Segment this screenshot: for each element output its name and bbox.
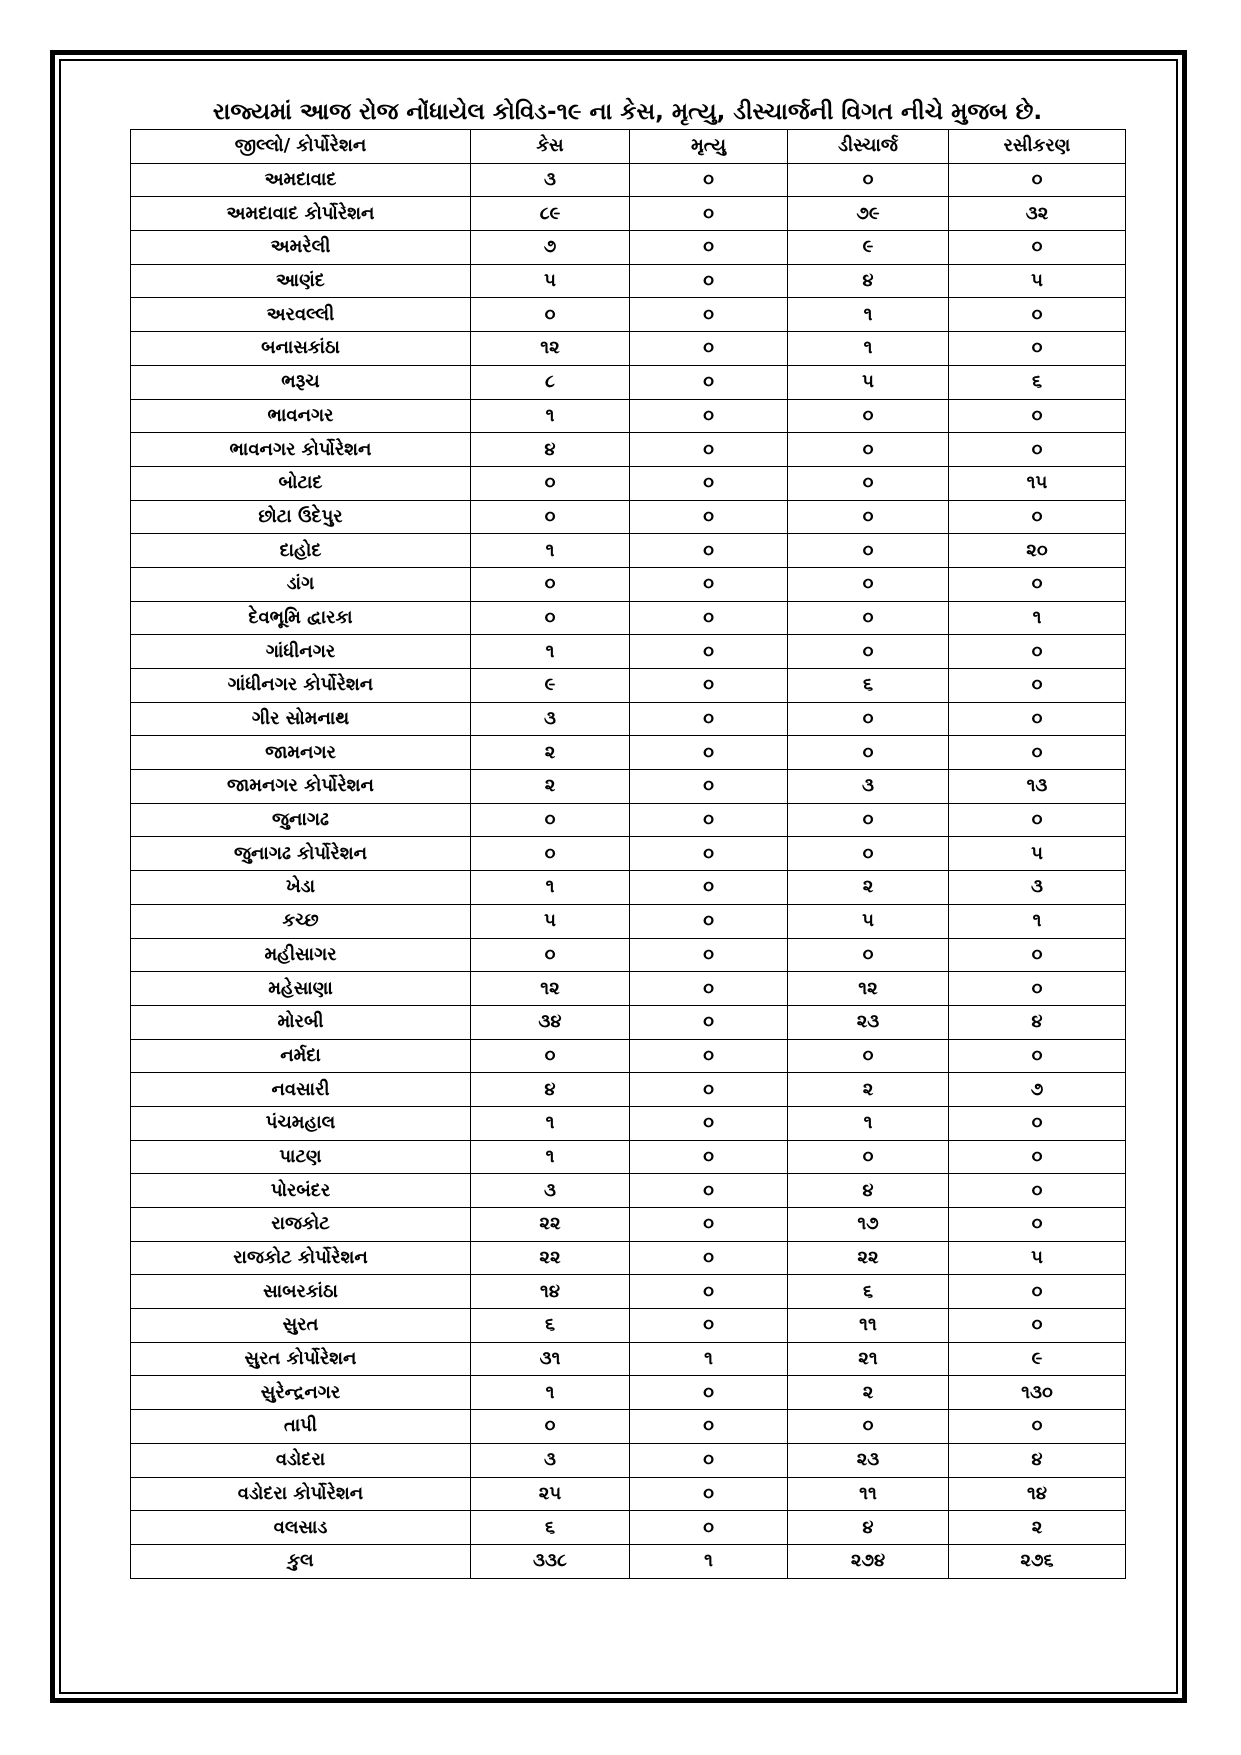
- cell-district: વડોદરા: [131, 1443, 471, 1477]
- cell-discharge: ૧૧: [788, 1477, 949, 1511]
- cell-district: જુનાગઢ કોર્પોરેશન: [131, 837, 471, 871]
- cell-cases: ૦: [471, 500, 630, 534]
- cell-vaccination: ૦: [949, 1309, 1126, 1343]
- cell-vaccination: ૦: [949, 972, 1126, 1006]
- cell-deaths: ૦: [630, 534, 788, 568]
- cell-vaccination: ૧: [949, 601, 1126, 635]
- cell-district: દેવભૂમિ દ્વારકા: [131, 601, 471, 635]
- cell-vaccination: ૫: [949, 264, 1126, 298]
- cell-district: અમરેલી: [131, 231, 471, 265]
- cell-vaccination: ૦: [949, 231, 1126, 265]
- cell-vaccination: ૦: [949, 332, 1126, 366]
- table-row: [131, 736, 1126, 770]
- cell-deaths: ૦: [630, 197, 788, 231]
- cell-district: ગાંધીનગર કોર્પોરેશન: [131, 669, 471, 703]
- cell-vaccination: ૧૩: [949, 770, 1126, 804]
- table-row: [131, 567, 1126, 601]
- cell-discharge: ૦: [788, 702, 949, 736]
- cell-deaths: ૦: [630, 466, 788, 500]
- cell-cases: ૩૧: [471, 1342, 630, 1376]
- cell-discharge: ૦: [788, 938, 949, 972]
- cell-vaccination: ૦: [949, 1275, 1126, 1309]
- cell-vaccination: ૪: [949, 1443, 1126, 1477]
- cell-discharge: ૪: [788, 1511, 949, 1545]
- header-vaccination: રસીકરણ: [949, 130, 1126, 164]
- cell-vaccination: ૫: [949, 837, 1126, 871]
- total-cell-deaths: ૧: [630, 1544, 788, 1578]
- cell-cases: ૦: [471, 466, 630, 500]
- table-row: [131, 1106, 1126, 1140]
- table-row: [131, 264, 1126, 298]
- table-row: [131, 298, 1126, 332]
- cell-discharge: ૦: [788, 1039, 949, 1073]
- cell-vaccination: ૦: [949, 1039, 1126, 1073]
- cell-district: બનાસકાંઠા: [131, 332, 471, 366]
- cell-deaths: ૦: [630, 702, 788, 736]
- cell-district: મહેસાણા: [131, 972, 471, 1006]
- cell-vaccination: ૧૪: [949, 1477, 1126, 1511]
- cell-discharge: ૨: [788, 1073, 949, 1107]
- cell-deaths: ૦: [630, 567, 788, 601]
- cell-discharge: ૭૯: [788, 197, 949, 231]
- table-row: [131, 1342, 1126, 1376]
- cell-cases: ૦: [471, 837, 630, 871]
- table-row: [131, 770, 1126, 804]
- table-header-row: [131, 130, 1126, 164]
- cell-vaccination: ૦: [949, 567, 1126, 601]
- cell-district: પોરબંદર: [131, 1174, 471, 1208]
- table-row: [131, 466, 1126, 500]
- table-row: [131, 365, 1126, 399]
- cell-deaths: ૦: [630, 904, 788, 938]
- cell-vaccination: ૦: [949, 635, 1126, 669]
- table-row: [131, 332, 1126, 366]
- table-row: [131, 433, 1126, 467]
- cell-deaths: ૦: [630, 298, 788, 332]
- cell-discharge: ૦: [788, 1410, 949, 1444]
- total-cell-vaccination: ૨૭૬: [949, 1544, 1126, 1578]
- cell-vaccination: ૯: [949, 1342, 1126, 1376]
- cell-vaccination: ૧૩૦: [949, 1376, 1126, 1410]
- table-row: [131, 1275, 1126, 1309]
- cell-cases: ૧: [471, 1376, 630, 1410]
- cell-vaccination: ૭: [949, 1073, 1126, 1107]
- cell-deaths: ૦: [630, 1443, 788, 1477]
- table-row: [131, 1410, 1126, 1444]
- cell-discharge: ૪: [788, 264, 949, 298]
- header-district: જીલ્લો/ કોર્પોરેશન: [131, 130, 471, 164]
- cell-discharge: ૧૭: [788, 1208, 949, 1242]
- cell-deaths: ૦: [630, 231, 788, 265]
- cell-cases: ૩: [471, 1443, 630, 1477]
- cell-discharge: ૨૧: [788, 1342, 949, 1376]
- cell-discharge: ૧: [788, 332, 949, 366]
- cell-deaths: ૦: [630, 1106, 788, 1140]
- cell-discharge: ૨૩: [788, 1005, 949, 1039]
- cell-cases: ૧૨: [471, 332, 630, 366]
- cell-deaths: ૦: [630, 1477, 788, 1511]
- cell-vaccination: ૪: [949, 1005, 1126, 1039]
- cell-vaccination: ૦: [949, 163, 1126, 197]
- cell-cases: ૨૫: [471, 1477, 630, 1511]
- cell-cases: ૩: [471, 163, 630, 197]
- header-cases: કેસ: [471, 130, 630, 164]
- cell-vaccination: ૬: [949, 365, 1126, 399]
- cell-discharge: ૧: [788, 1106, 949, 1140]
- cell-district: ડાંગ: [131, 567, 471, 601]
- cell-discharge: ૦: [788, 736, 949, 770]
- cell-cases: ૭: [471, 231, 630, 265]
- cell-district: પંચમહાલ: [131, 1106, 471, 1140]
- cell-deaths: ૦: [630, 500, 788, 534]
- cell-discharge: ૧૧: [788, 1309, 949, 1343]
- cell-cases: ૮: [471, 365, 630, 399]
- cell-deaths: ૦: [630, 163, 788, 197]
- cell-discharge: ૦: [788, 466, 949, 500]
- cell-vaccination: ૦: [949, 298, 1126, 332]
- cell-district: દાહોદ: [131, 534, 471, 568]
- table-row: [131, 197, 1126, 231]
- cell-discharge: ૦: [788, 534, 949, 568]
- cell-cases: ૦: [471, 601, 630, 635]
- total-cell-discharge: ૨૭૪: [788, 1544, 949, 1578]
- cell-vaccination: ૦: [949, 399, 1126, 433]
- table-row: [131, 163, 1126, 197]
- cell-deaths: ૦: [630, 871, 788, 905]
- table-row: [131, 938, 1126, 972]
- cell-cases: ૦: [471, 938, 630, 972]
- cell-district: રાજકોટ: [131, 1208, 471, 1242]
- cell-deaths: ૦: [630, 1511, 788, 1545]
- cell-discharge: ૦: [788, 433, 949, 467]
- cell-discharge: ૧: [788, 298, 949, 332]
- cell-cases: ૦: [471, 1410, 630, 1444]
- cell-vaccination: ૧: [949, 904, 1126, 938]
- table-row: [131, 1443, 1126, 1477]
- cell-cases: ૨: [471, 736, 630, 770]
- cell-deaths: ૦: [630, 332, 788, 366]
- cell-discharge: ૫: [788, 365, 949, 399]
- table-row: [131, 1005, 1126, 1039]
- cell-deaths: ૦: [630, 770, 788, 804]
- table-row: [131, 1174, 1126, 1208]
- cell-vaccination: ૦: [949, 1410, 1126, 1444]
- cell-cases: ૩૪: [471, 1005, 630, 1039]
- table-row: [131, 534, 1126, 568]
- cell-discharge: ૦: [788, 163, 949, 197]
- cell-district: ભાવનગર: [131, 399, 471, 433]
- cell-vaccination: ૩૨: [949, 197, 1126, 231]
- cell-deaths: ૦: [630, 365, 788, 399]
- cell-deaths: ૧: [630, 1342, 788, 1376]
- cell-vaccination: ૦: [949, 702, 1126, 736]
- cell-district: જામનગર કોર્પોરેશન: [131, 770, 471, 804]
- cell-district: વલસાડ: [131, 1511, 471, 1545]
- cell-district: બોટાદ: [131, 466, 471, 500]
- table-row: [131, 1039, 1126, 1073]
- table-row: [131, 231, 1126, 265]
- cell-cases: ૬: [471, 1511, 630, 1545]
- cell-discharge: ૨: [788, 1376, 949, 1410]
- cell-vaccination: ૦: [949, 1140, 1126, 1174]
- table-row: [131, 1376, 1126, 1410]
- cell-district: નર્મદા: [131, 1039, 471, 1073]
- cell-cases: ૩: [471, 702, 630, 736]
- cell-deaths: ૦: [630, 433, 788, 467]
- cell-deaths: ૦: [630, 635, 788, 669]
- cell-deaths: ૦: [630, 399, 788, 433]
- cell-district: અરવલ્લી: [131, 298, 471, 332]
- cell-discharge: ૪: [788, 1174, 949, 1208]
- cell-discharge: ૦: [788, 567, 949, 601]
- cell-vaccination: ૧૫: [949, 466, 1126, 500]
- cell-cases: ૧: [471, 1106, 630, 1140]
- cell-vaccination: ૨૦: [949, 534, 1126, 568]
- cell-deaths: ૦: [630, 837, 788, 871]
- cell-cases: ૧: [471, 635, 630, 669]
- cell-district: ભાવનગર કોર્પોરેશન: [131, 433, 471, 467]
- cell-deaths: ૦: [630, 1140, 788, 1174]
- table-row: [131, 1477, 1126, 1511]
- table-row: [131, 871, 1126, 905]
- cell-discharge: ૦: [788, 500, 949, 534]
- cell-cases: ૫: [471, 904, 630, 938]
- cell-discharge: ૦: [788, 601, 949, 635]
- cell-vaccination: ૦: [949, 736, 1126, 770]
- cell-vaccination: ૦: [949, 1174, 1126, 1208]
- covid-district-table: [130, 129, 1126, 1579]
- cell-cases: ૦: [471, 298, 630, 332]
- cell-deaths: ૦: [630, 1275, 788, 1309]
- cell-vaccination: ૦: [949, 1106, 1126, 1140]
- cell-discharge: ૧૨: [788, 972, 949, 1006]
- cell-discharge: ૦: [788, 635, 949, 669]
- cell-cases: ૪: [471, 433, 630, 467]
- cell-deaths: ૦: [630, 1174, 788, 1208]
- cell-cases: ૨: [471, 770, 630, 804]
- table-row: [131, 1208, 1126, 1242]
- cell-cases: ૧: [471, 534, 630, 568]
- cell-discharge: ૫: [788, 904, 949, 938]
- cell-discharge: ૨૩: [788, 1443, 949, 1477]
- table-row: [131, 635, 1126, 669]
- cell-discharge: ૯: [788, 231, 949, 265]
- cell-district: ગાંધીનગર: [131, 635, 471, 669]
- cell-deaths: ૦: [630, 938, 788, 972]
- cell-deaths: ૦: [630, 1410, 788, 1444]
- cell-vaccination: ૦: [949, 433, 1126, 467]
- cell-district: સુરત: [131, 1309, 471, 1343]
- cell-discharge: ૨: [788, 871, 949, 905]
- cell-district: સુરેન્દ્રનગર: [131, 1376, 471, 1410]
- cell-deaths: ૦: [630, 669, 788, 703]
- table-row: [131, 500, 1126, 534]
- cell-deaths: ૦: [630, 1309, 788, 1343]
- cell-district: છોટા ઉદેપુર: [131, 500, 471, 534]
- cell-district: આણંદ: [131, 264, 471, 298]
- cell-discharge: ૬: [788, 1275, 949, 1309]
- total-cell-cases: ૩૩૮: [471, 1544, 630, 1578]
- cell-cases: ૫: [471, 264, 630, 298]
- table-total-row: [131, 1544, 1126, 1578]
- table-row: [131, 837, 1126, 871]
- table-row: [131, 1140, 1126, 1174]
- cell-deaths: ૦: [630, 1376, 788, 1410]
- header-deaths: મૃત્યુ: [630, 130, 788, 164]
- cell-district: સાબરકાંઠા: [131, 1275, 471, 1309]
- cell-cases: ૧૪: [471, 1275, 630, 1309]
- cell-vaccination: ૦: [949, 803, 1126, 837]
- cell-deaths: ૦: [630, 1208, 788, 1242]
- cell-vaccination: ૫: [949, 1241, 1126, 1275]
- cell-vaccination: ૨: [949, 1511, 1126, 1545]
- cell-deaths: ૦: [630, 1241, 788, 1275]
- table-row: [131, 904, 1126, 938]
- cell-cases: ૩: [471, 1174, 630, 1208]
- cell-district: અમદાવાદ કોર્પોરેશન: [131, 197, 471, 231]
- total-cell-district: કુલ: [131, 1544, 471, 1578]
- cell-deaths: ૦: [630, 803, 788, 837]
- table-row: [131, 1511, 1126, 1545]
- cell-district: સુરત કોર્પોરેશન: [131, 1342, 471, 1376]
- table-row: [131, 972, 1126, 1006]
- cell-district: વડોદરા કોર્પોરેશન: [131, 1477, 471, 1511]
- cell-deaths: ૦: [630, 972, 788, 1006]
- cell-district: ખેડા: [131, 871, 471, 905]
- cell-district: મહીસાગર: [131, 938, 471, 972]
- cell-district: જામનગર: [131, 736, 471, 770]
- cell-district: તાપી: [131, 1410, 471, 1444]
- cell-cases: ૧: [471, 1140, 630, 1174]
- cell-district: કચ્છ: [131, 904, 471, 938]
- cell-cases: ૦: [471, 1039, 630, 1073]
- cell-cases: ૧: [471, 399, 630, 433]
- cell-district: નવસારી: [131, 1073, 471, 1107]
- cell-deaths: ૦: [630, 1039, 788, 1073]
- cell-district: ગીર સોમનાથ: [131, 702, 471, 736]
- cell-cases: ૧૨: [471, 972, 630, 1006]
- header-discharge: ડીસ્ચાર્જ: [788, 130, 949, 164]
- cell-cases: ૯: [471, 669, 630, 703]
- report-title: રાજ્યમાં આજ રોજ નોંધાયેલ કોવિડ-૧૯ ના કેસ, મૃત્યુ, ડીસ્ચાર્જની વિગત નીચે મુજબ છે.: [212, 99, 1043, 125]
- cell-cases: ૮૯: [471, 197, 630, 231]
- cell-discharge: ૦: [788, 399, 949, 433]
- cell-discharge: ૦: [788, 837, 949, 871]
- cell-deaths: ૦: [630, 601, 788, 635]
- cell-deaths: ૦: [630, 736, 788, 770]
- cell-vaccination: ૦: [949, 669, 1126, 703]
- table-row: [131, 1241, 1126, 1275]
- cell-district: ભરૂચ: [131, 365, 471, 399]
- cell-cases: ૨૨: [471, 1241, 630, 1275]
- cell-cases: ૨૨: [471, 1208, 630, 1242]
- cell-discharge: ૨૨: [788, 1241, 949, 1275]
- table-row: [131, 803, 1126, 837]
- cell-deaths: ૦: [630, 1073, 788, 1107]
- cell-discharge: ૩: [788, 770, 949, 804]
- cell-vaccination: ૦: [949, 500, 1126, 534]
- cell-cases: ૦: [471, 803, 630, 837]
- cell-deaths: ૦: [630, 264, 788, 298]
- table-row: [131, 399, 1126, 433]
- cell-cases: ૧: [471, 871, 630, 905]
- cell-district: જુનાગઢ: [131, 803, 471, 837]
- cell-cases: ૦: [471, 567, 630, 601]
- cell-vaccination: ૩: [949, 871, 1126, 905]
- cell-district: મોરબી: [131, 1005, 471, 1039]
- cell-vaccination: ૦: [949, 1208, 1126, 1242]
- cell-discharge: ૬: [788, 669, 949, 703]
- table-row: [131, 669, 1126, 703]
- table-row: [131, 702, 1126, 736]
- cell-cases: ૪: [471, 1073, 630, 1107]
- table-row: [131, 1309, 1126, 1343]
- table-row: [131, 601, 1126, 635]
- cell-discharge: ૦: [788, 803, 949, 837]
- cell-district: અમદાવાદ: [131, 163, 471, 197]
- cell-vaccination: ૦: [949, 938, 1126, 972]
- cell-cases: ૬: [471, 1309, 630, 1343]
- table-row: [131, 1073, 1126, 1107]
- cell-district: પાટણ: [131, 1140, 471, 1174]
- cell-discharge: ૦: [788, 1140, 949, 1174]
- cell-district: રાજકોટ કોર્પોરેશન: [131, 1241, 471, 1275]
- cell-deaths: ૦: [630, 1005, 788, 1039]
